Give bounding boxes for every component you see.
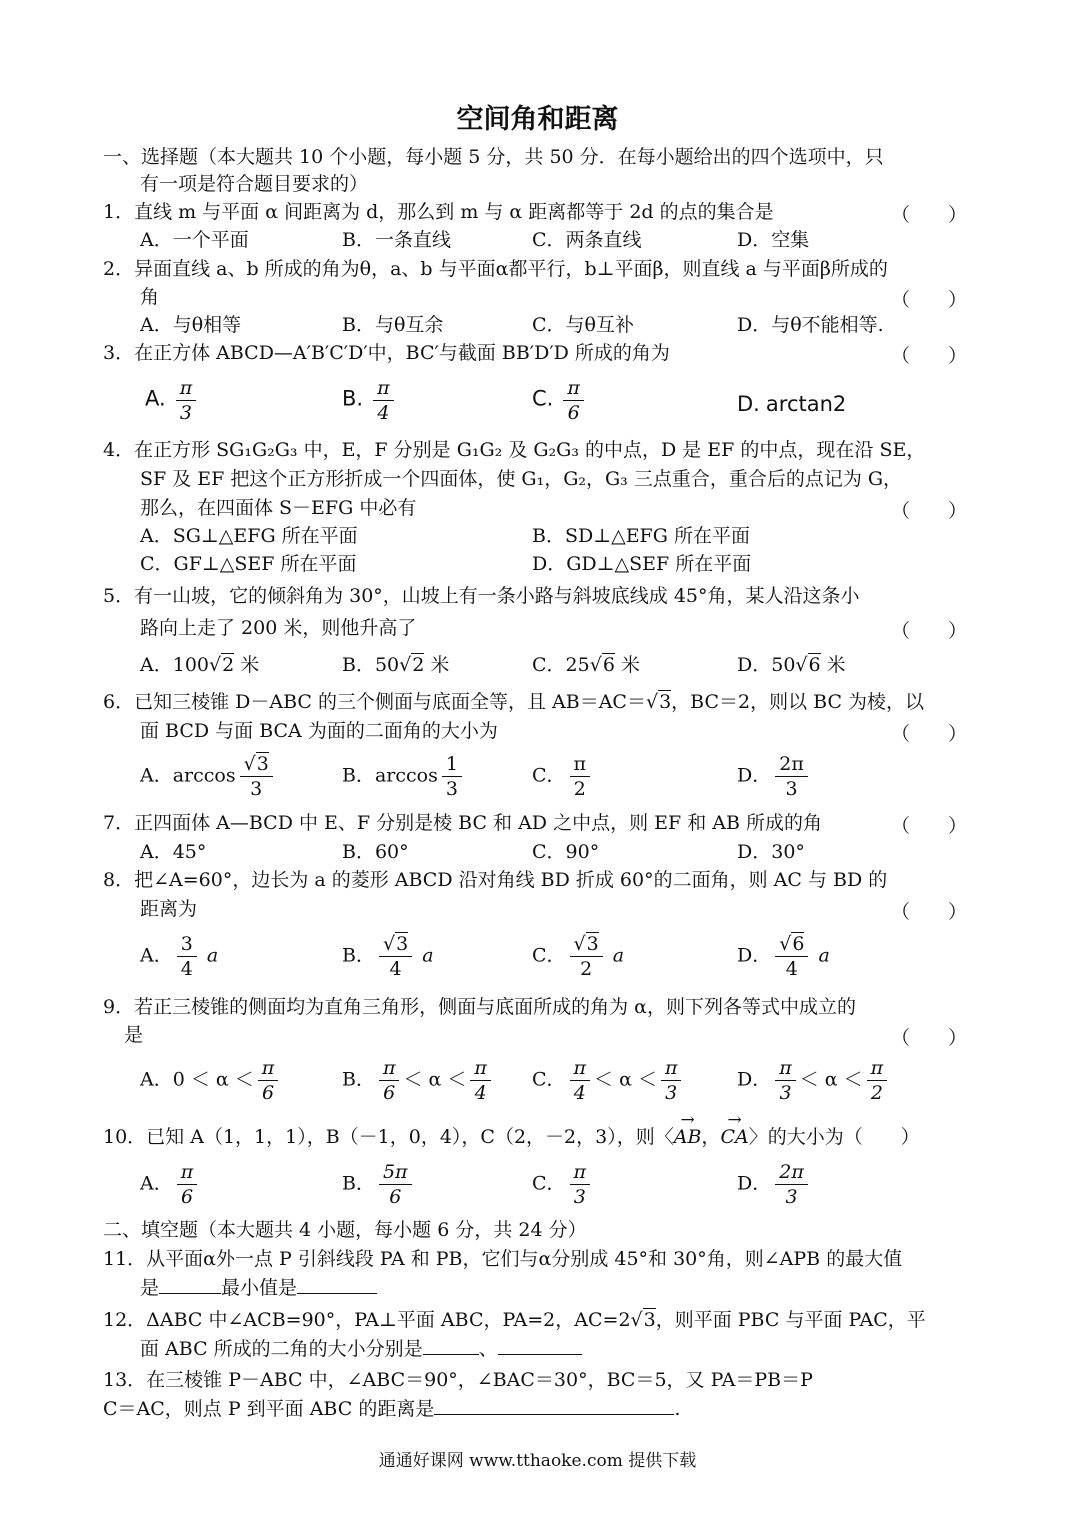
- radicand: 3: [643, 1309, 656, 1331]
- q7-option-b: B．60°: [342, 841, 409, 863]
- inequality: ＜ α ＜: [403, 1068, 467, 1091]
- answer-bracket: （ ）: [890, 500, 967, 522]
- lower-bound: 0: [172, 1068, 185, 1091]
- numerator: √3: [240, 752, 273, 777]
- variable: a: [422, 944, 434, 967]
- option-label: B．arccos: [342, 764, 438, 787]
- answer-bracket: （ ）: [890, 620, 967, 642]
- question-4-text: 4．在正方形 SG₁G₂G₃ 中，E，F 分别是 G₁G₂ 及 G₂G₃ 的中点，D 是 EF 的中点，现在沿 SE，: [103, 439, 926, 461]
- text-part: ，BC＝2，则以 BC 为棱，以: [671, 691, 925, 713]
- q4-option-a: A．SG⊥△EFG 所在平面: [140, 525, 358, 547]
- q6-option-c: [532, 752, 594, 801]
- numerator: 2π: [775, 1160, 808, 1185]
- inequality: ＜ α ＜: [799, 1068, 863, 1091]
- option-label: D．: [737, 944, 772, 967]
- fraction: [442, 752, 462, 801]
- radicand: 3: [659, 691, 672, 713]
- question-4-text-cont: SF 及 EF 把这个正方形折成一个四面体，使 G₁，G₂，G₃ 三点重合，重合后的点记为 G，: [140, 468, 903, 490]
- numerator: 3: [177, 932, 197, 957]
- numerator: π: [379, 1056, 400, 1081]
- page-footer: 通通好课网 www.tthaoke.com 提供下载: [378, 1451, 697, 1471]
- q9-option-d: [737, 1056, 891, 1105]
- option-label: A.: [145, 386, 166, 411]
- question-7-text: 7．正四面体 A—BCD 中 E、F 分别是棱 BC 和 AD 之中点，则 EF 和 AB 所成的角: [103, 812, 822, 834]
- option-label: A．: [140, 1172, 173, 1195]
- denominator: 4: [573, 1082, 586, 1104]
- question-9-text: 9．若正三棱锥的侧面均为直角三角形，侧面与底面所成的角为 α，则下列各等式中成立的: [103, 996, 856, 1018]
- numerator: π: [661, 1056, 682, 1081]
- q1-option-b: B．一条直线: [342, 229, 451, 251]
- q7-option-c: C．90°: [532, 841, 600, 863]
- q5-option-c: [532, 653, 640, 677]
- radicand: 6: [808, 654, 821, 676]
- denominator: 6: [262, 1082, 275, 1104]
- square-root: √6: [795, 654, 821, 676]
- fraction: [379, 932, 412, 981]
- q8-option-d: [737, 932, 830, 981]
- numerator: π: [570, 1160, 591, 1185]
- denominator: 3: [179, 402, 193, 424]
- q6-option-d: [737, 752, 812, 801]
- question-8-text: 8．把∠A=60°，边长为 a 的菱形 ABCD 沿对角线 BD 折成 60°的二面角，则 AC 与 BD 的: [103, 869, 888, 891]
- question-11-text-cont: [140, 1276, 377, 1300]
- variable: a: [612, 944, 625, 967]
- option-label: B．: [342, 1068, 375, 1091]
- radicand: 6: [602, 654, 615, 676]
- q4-option-d: D．GD⊥△SEF 所在平面: [532, 553, 752, 575]
- question-9-text-cont: 是: [124, 1024, 144, 1046]
- option-label: A．: [140, 654, 173, 676]
- question-5-text-cont: 路向上走了 200 米，则他升高了: [140, 617, 417, 639]
- q6-option-a: [140, 752, 277, 801]
- unit: 米: [620, 654, 640, 676]
- q10-option-c: [532, 1160, 594, 1209]
- q2-option-b: B．与θ互余: [342, 314, 444, 336]
- fraction: [570, 1056, 591, 1105]
- q8-option-c: [532, 932, 624, 981]
- inequality: ＜ α ＜: [594, 1068, 657, 1091]
- fraction: [775, 1056, 796, 1105]
- numerator: 2π: [775, 752, 808, 777]
- denominator: 6: [180, 1186, 194, 1208]
- separator: ，: [701, 1126, 721, 1148]
- fraction: [775, 752, 808, 801]
- vector-ab: → AB: [674, 1125, 702, 1149]
- numerator: π: [570, 1056, 591, 1081]
- q1-option-a: A．一个平面: [140, 229, 249, 251]
- unit: 米: [430, 654, 450, 676]
- radicand: 3: [396, 933, 409, 955]
- q10-option-b: [342, 1160, 416, 1209]
- numerator: π: [570, 752, 591, 777]
- question-4-text-cont2: 那么，在四面体 S－EFG 中必有: [140, 497, 417, 519]
- unit: 米: [826, 654, 846, 676]
- denominator: 6: [389, 1186, 402, 1208]
- answer-blank[interactable]: [434, 1414, 674, 1415]
- denominator: 3: [785, 778, 798, 800]
- question-8-text-cont: 距离为: [140, 898, 198, 920]
- q4-option-c: C．GF⊥△SEF 所在平面: [140, 553, 357, 575]
- text-part: .: [674, 1398, 681, 1420]
- q2-option-a: A．与θ相等: [140, 314, 242, 336]
- option-label: B.: [342, 386, 364, 411]
- q3-option-b: [342, 376, 398, 425]
- text-part: ，则平面 PBC 与平面 PAC，平: [655, 1309, 926, 1331]
- fraction: [177, 1160, 198, 1209]
- fraction: [379, 1056, 400, 1105]
- q7-option-d: D．30°: [737, 841, 805, 863]
- option-label: B．: [342, 654, 375, 676]
- option-label: A．: [140, 1068, 173, 1091]
- numerator: π: [176, 376, 197, 401]
- fraction: [258, 1056, 279, 1105]
- option-label: D．: [737, 1172, 772, 1195]
- radicand: 3: [256, 753, 269, 775]
- question-6-text-cont: 面 BCD 与面 BCA 为面的二面角的大小为: [140, 720, 498, 742]
- q1-option-d: D．空集: [737, 229, 810, 251]
- question-12-text: [103, 1308, 926, 1332]
- numerator: π: [177, 1160, 198, 1185]
- numerator: π: [373, 376, 394, 401]
- fraction: [373, 376, 394, 425]
- inequality: ＜ α ＜: [190, 1068, 254, 1091]
- option-label: B．: [342, 1172, 375, 1195]
- option-label: C.: [532, 386, 554, 411]
- denominator: 4: [474, 1082, 487, 1104]
- denominator: 3: [573, 1186, 586, 1208]
- coefficient: 25: [565, 654, 590, 676]
- fraction: [470, 1056, 491, 1105]
- option-label: A．arccos: [140, 764, 236, 787]
- text-part: 12．ΔABC 中∠ACB=90°，PA⊥平面 ABC，PA=2，AC=2: [103, 1309, 631, 1331]
- q9-option-a: [140, 1056, 282, 1105]
- text-part: 面 ABC 所成的二角的大小分别是: [140, 1338, 423, 1360]
- q10-option-a: [140, 1160, 201, 1209]
- denominator: 3: [250, 778, 263, 800]
- text-part: C＝AC，则点 P 到平面 ABC 的距离是: [103, 1398, 435, 1420]
- numerator: √6: [775, 932, 808, 957]
- question-5-text: 5．有一山坡，它的倾斜角为 30°，山坡上有一条小路与斜坡底线成 45°角，某人沿这条小: [103, 585, 860, 607]
- fraction: [570, 932, 603, 981]
- numerator: √3: [379, 932, 412, 957]
- option-label: D.: [737, 392, 760, 416]
- fraction: [570, 752, 591, 801]
- square-root: √2: [399, 654, 425, 676]
- q3-option-a: [145, 376, 200, 425]
- answer-blank[interactable]: [297, 1293, 377, 1294]
- text-part: 是: [140, 1277, 160, 1299]
- option-label: C．: [532, 1068, 566, 1091]
- fraction: [177, 932, 197, 981]
- text-part: 10．已知 A（1，1，1），B（－1，0，4），C（2，－2，3），则〈: [103, 1126, 674, 1148]
- fraction: [379, 1160, 412, 1209]
- answer-bracket: （ ）: [890, 901, 967, 923]
- page-title: 空间角和距离: [456, 104, 619, 135]
- numerator: π: [775, 1056, 796, 1081]
- option-label: C．: [532, 1172, 566, 1195]
- coefficient: 50: [771, 654, 796, 676]
- numerator: π: [258, 1056, 279, 1081]
- question-3-text: 3．在正方体 ABCD—A′B′C′D′中，BC′与截面 BB′D′D 所成的角为: [103, 342, 670, 364]
- answer-blank[interactable]: [159, 1293, 221, 1294]
- q8-option-b: [342, 932, 434, 981]
- q3-option-d: [737, 392, 846, 417]
- option-label: D．: [737, 764, 772, 787]
- text-part: 〉的大小为（ ）: [748, 1126, 920, 1148]
- q5-option-d: [737, 653, 846, 677]
- variable: a: [818, 944, 830, 967]
- q10-option-d: [737, 1160, 812, 1209]
- answer-blank[interactable]: [423, 1354, 479, 1355]
- square-root: √3: [645, 691, 672, 713]
- option-label: C．: [532, 654, 566, 676]
- fraction: [563, 376, 584, 425]
- answer-bracket: （ ）: [890, 289, 967, 311]
- option-label: D．: [737, 1068, 772, 1091]
- variable: a: [206, 944, 219, 967]
- question-13-text-cont: [103, 1397, 680, 1421]
- question-1-text: 1．直线 m 与平面 α 间距离为 d，那么到 m 与 α 距离都等于 2d 的点的集合是: [103, 201, 774, 223]
- q2-option-c: C．与θ互补: [532, 314, 634, 336]
- q2-option-d: D．与θ不能相等.: [737, 314, 884, 336]
- unit: 米: [240, 654, 260, 676]
- numerator: 5π: [379, 1160, 412, 1185]
- fraction: [570, 1160, 591, 1209]
- denominator: 3: [445, 778, 458, 800]
- q9-option-b: [342, 1056, 495, 1105]
- answer-bracket: （ ）: [890, 815, 967, 837]
- question-6-text: [103, 690, 924, 714]
- answer-bracket: （ ）: [890, 1027, 967, 1049]
- option-label: C．: [532, 764, 566, 787]
- option-label: B．: [342, 944, 375, 967]
- q9-option-c: [532, 1056, 685, 1105]
- numerator: π: [470, 1056, 491, 1081]
- denominator: 2: [870, 1082, 883, 1104]
- question-2-text-cont: 角: [140, 286, 160, 308]
- question-11-text: 11．从平面α外一点 P 引斜线段 PA 和 PB，它们与α分别成 45°和 30°角，则∠APB 的最大值: [103, 1248, 903, 1270]
- q3-option-c: [532, 376, 588, 425]
- fraction: [775, 932, 808, 981]
- text-part: 最小值是: [221, 1277, 298, 1299]
- section1-heading: 一、选择题（本大题共 10 个小题，每小题 5 分，共 50 分．在每小题给出的四个选项中，只: [103, 146, 884, 168]
- q1-option-c: C．两条直线: [532, 229, 642, 251]
- numerator: π: [867, 1056, 888, 1081]
- radicand: 2: [222, 654, 235, 676]
- section2-heading: 二、填空题（本大题共 4 小题，每小题 6 分，共 24 分）: [103, 1219, 587, 1241]
- option-label: C．: [532, 944, 566, 967]
- option-label: D．: [737, 654, 772, 676]
- denominator: 6: [383, 1082, 396, 1104]
- coefficient: 100: [172, 654, 209, 676]
- option-value: arctan2: [765, 392, 847, 416]
- question-2-text: 2．异面直线 a、b 所成的角为θ，a、b 与平面α都平行，b⊥平面β，则直线 a 与平面β所成的: [103, 258, 888, 280]
- numerator: √3: [570, 932, 603, 957]
- coefficient: 50: [374, 654, 400, 676]
- section1-heading-cont: 有一项是符合题目要求的）: [140, 173, 369, 195]
- denominator: 3: [665, 1082, 678, 1104]
- answer-blank[interactable]: [498, 1354, 582, 1355]
- question-10-text: [103, 1125, 920, 1149]
- q8-option-a: [140, 932, 218, 981]
- denominator: 4: [180, 958, 193, 980]
- square-root: √2: [209, 654, 235, 676]
- square-root: √6: [589, 654, 615, 676]
- radicand: 2: [412, 654, 425, 676]
- text-part: 6．已知三棱锥 D－ABC 的三个侧面与底面全等，且 AB＝AC＝: [103, 691, 646, 713]
- vector-ca: → CA: [720, 1125, 748, 1149]
- fraction: [176, 376, 197, 425]
- question-13-text: 13．在三棱锥 P－ABC 中，∠ABC＝90°，∠BAC＝30°，BC＝5，又 PA＝PB＝P: [103, 1369, 813, 1391]
- q7-option-a: A．45°: [140, 841, 207, 863]
- fraction: [661, 1056, 682, 1105]
- option-label: A．: [140, 944, 173, 967]
- fraction: [867, 1056, 888, 1105]
- numerator: π: [563, 376, 584, 401]
- text-part: 、: [478, 1338, 498, 1360]
- q6-option-b: [342, 752, 466, 801]
- q5-option-a: [140, 653, 259, 677]
- denominator: 3: [785, 1186, 798, 1208]
- denominator: 4: [785, 958, 798, 980]
- denominator: 4: [389, 958, 402, 980]
- denominator: 2: [580, 958, 593, 980]
- radicand: 3: [586, 933, 599, 955]
- denominator: 4: [377, 402, 390, 424]
- denominator: 3: [779, 1082, 792, 1104]
- denominator: 6: [567, 402, 580, 424]
- fraction: [240, 752, 273, 801]
- q5-option-b: [342, 653, 449, 677]
- question-12-text-cont: [140, 1337, 582, 1361]
- square-root: √3: [630, 1309, 656, 1331]
- fraction: [775, 1160, 808, 1209]
- q4-option-b: B．SD⊥△EFG 所在平面: [532, 525, 750, 547]
- answer-bracket: （ ）: [890, 723, 967, 745]
- answer-bracket: （ ）: [890, 204, 967, 226]
- answer-bracket: （ ）: [890, 345, 967, 367]
- denominator: 2: [573, 778, 586, 800]
- numerator: 1: [442, 752, 462, 777]
- radicand: 6: [792, 933, 805, 955]
